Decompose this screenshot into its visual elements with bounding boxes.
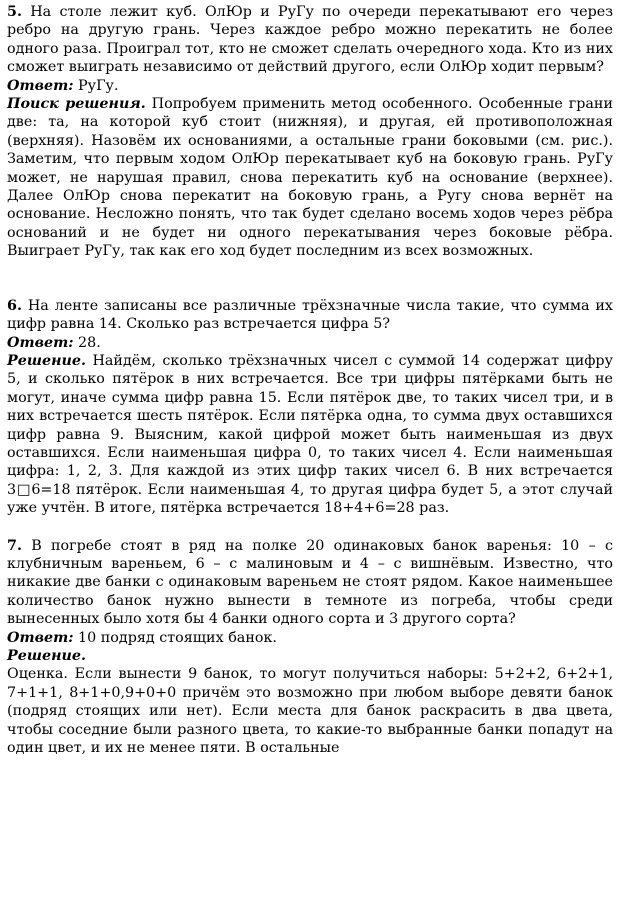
problem-6-question: 6. На ленте записаны все различные трёхзначные числа такие, что сумма их цифр равна 14. Сколько раз встречается цифра 5? [7, 297, 613, 333]
problem-5-solution: Поиск решения. Попробуем применить метод особенного. Особенные грани две: та, на которой куб стоит (нижняя), и другая, ей противоположная (верхняя). Назовём их основаниями, а остальные грани боковыми (см. рис.). Заметим, что первым ходом ОлЮр перекатывает куб на боковую грань. РуГу может, не нарушая правил, снова перекатить куб на основание (верхнее). Далее ОлЮр снова перекатит на боковую грань, а Ругу снова вернёт на основание. Несложно понять, что так будет сделано восемь ходов через рёбра оснований и не будет ни одного перекатывания через боковые рёбра. Выиграет РуГу, так как его ход будет последним из всех возможных. [7, 96, 613, 260]
problem-6-solution: Решение. Найдём, сколько трёхзначных чисел с суммой 14 содержат цифру 5, и сколько пятёрок в них встречается. Все три цифры пятёрками быть не могут, иначе сумма цифр равна 15. Если пятёрок две, то таких чисел три, и в них встречается шесть пятёрок. Если пятёрка одна, то сумма двух оставшихся цифр равна 9. Выясним, какой цифрой может быть наименьшая из двух оставшихся. Если наименьшая цифра 0, то таких чисел 4. Если наименьшая цифра: 1, 2, 3. Для каждой из этих цифр таких чисел 6. В них встречается 3□6=18 пятёрок. Если наименьшая 4, то другая цифра будет 5, а этот случай уже учтён. В итоге, пятёрка встречается 18+4+6=28 раз. [7, 352, 613, 517]
problem-5-answer: Ответ: РуГу. [7, 77, 119, 94]
problem-7-number: 7. [7, 537, 22, 554]
problem-5-number: 5. [7, 4, 22, 20]
problem-5-question: 5. На столе лежит куб. ОлЮр и РуГу по очереди перекатывают его через ребро на другую грань. Через каждое ребро можно перекатить не более одного раза. Проиграл тот, кто не сможет сделать очередного хода. Кто из них сможет выиграть независимо от действий другого, если ОлЮр ходит первым? [7, 4, 613, 76]
problem-7-solution-heading: Решение. [7, 648, 86, 664]
problem-7-solution: Оценка. Если вынести 9 банок, то могут получиться наборы: 5+2+2, 6+2+1, 7+1+1, 8+1+0,9+0+0 причём это возможно при любом выборе девяти банок (подряд стоящих или нет). Если места для банок раскрасить в два цвета, чтобы соседние были разного цвета, то какие-то выбранные банки попадут на один цвет, и их не менее пяти. В остальные [7, 666, 613, 757]
problem-7-answer: Ответ: 10 подряд стоящих банок. [7, 629, 277, 646]
problem-6-answer: Ответ: 28. [7, 334, 101, 351]
problem-7-question: 7. В погребе стоят в ряд на полке 20 одинаковых банок варенья: 10 – с клубничным вареньем, 6 – с малиновым и 4 – с вишнёвым. Известно, что никакие две банки с одинаковым вареньем не стоят рядом. Какое наименьшее количество банок нужно вынести в темноте из погреба, чтобы среди вынесенных было хотя бы 4 банки одного сорта и 3 другого сорта? [7, 537, 614, 628]
problem-6-number: 6. [7, 297, 22, 314]
document-page [7, 3, 613, 757]
